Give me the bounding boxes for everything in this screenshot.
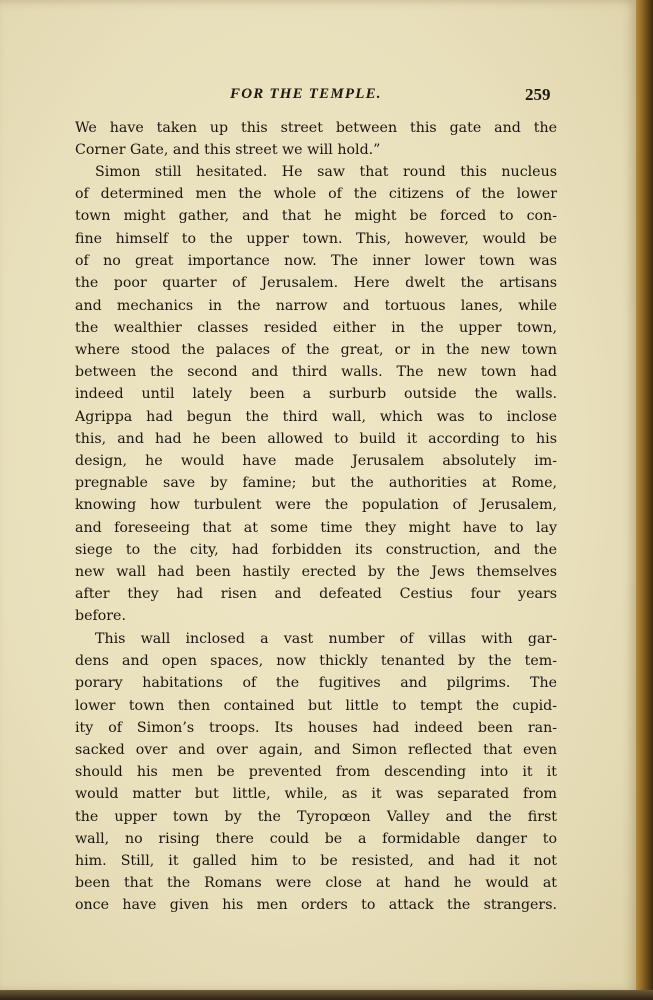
- running-header: FOR THE TEMPLE.: [230, 86, 382, 102]
- text-line: wall, no rising there could be a formidable danger to: [75, 831, 557, 847]
- text-line: the poor quarter of Jerusalem. Here dwelt the artisans: [75, 275, 557, 291]
- text-line: siege to the city, had forbidden its construction, and the: [75, 542, 557, 558]
- text-line: once have given his men orders to attack the strangers.: [75, 897, 557, 913]
- page-number: 259: [525, 85, 551, 104]
- text-line: after they had risen and defeated Cestius four years: [75, 586, 557, 602]
- text-line: and foreseeing that at some time they might have to lay: [75, 520, 557, 536]
- text-line: been that the Romans were close at hand he would at: [75, 875, 557, 891]
- page-bottom-edge: [0, 990, 653, 1000]
- text-line: Simon still hesitated. He saw that round this nucleus: [95, 164, 557, 180]
- text-line: dens and open spaces, now thickly tenanted by the tem-: [75, 653, 557, 669]
- text-line: design, he would have made Jerusalem absolutely im-: [75, 453, 557, 469]
- text-line: the upper town by the Tyropœon Valley and the first: [75, 809, 557, 825]
- text-line: Agrippa had begun the third wall, which was to inclose: [75, 409, 557, 425]
- text-line: should his men be prevented from descending into it it: [75, 764, 557, 780]
- text-line: pregnable save by famine; but the authorities at Rome,: [75, 475, 557, 491]
- text-line: of determined men the whole of the citizens of the lower: [75, 186, 557, 202]
- text-line: town might gather, and that he might be forced to con-: [75, 208, 557, 224]
- text-line: This wall inclosed a vast number of villas with gar-: [95, 631, 557, 647]
- text-line: this, and had he been allowed to build it according to his: [75, 431, 557, 447]
- text-line: of no great importance now. The inner lower town was: [75, 253, 557, 269]
- text-line: before.: [75, 608, 126, 624]
- text-line: would matter but little, while, as it was separated from: [75, 786, 557, 802]
- text-line: indeed until lately been a surburb outside the walls.: [75, 386, 557, 402]
- text-line: and mechanics in the narrow and tortuous lanes, while: [75, 298, 557, 314]
- text-line: porary habitations of the fugitives and pilgrims. The: [75, 675, 557, 691]
- book-spine-edge: [636, 0, 653, 1000]
- text-line: where stood the palaces of the great, or in the new town: [75, 342, 557, 358]
- text-line: Corner Gate, and this street we will hold.”: [75, 142, 381, 158]
- text-line: sacked over and over again, and Simon reflected that even: [75, 742, 557, 758]
- text-line: We have taken up this street between this gate and the: [75, 120, 557, 136]
- text-line: knowing how turbulent were the population of Jerusalem,: [75, 497, 557, 513]
- text-line: between the second and third walls. The new town had: [75, 364, 557, 380]
- text-line: fine himself to the upper town. This, however, would be: [75, 231, 557, 247]
- text-line: ity of Simon’s troops. Its houses had indeed been ran-: [75, 720, 557, 736]
- text-line: the wealthier classes resided either in the upper town,: [75, 320, 557, 336]
- text-line: lower town then contained but little to tempt the cupid-: [75, 698, 557, 714]
- text-line: him. Still, it galled him to be resisted, and had it not: [75, 853, 557, 869]
- text-line: new wall had been hastily erected by the Jews themselves: [75, 564, 557, 580]
